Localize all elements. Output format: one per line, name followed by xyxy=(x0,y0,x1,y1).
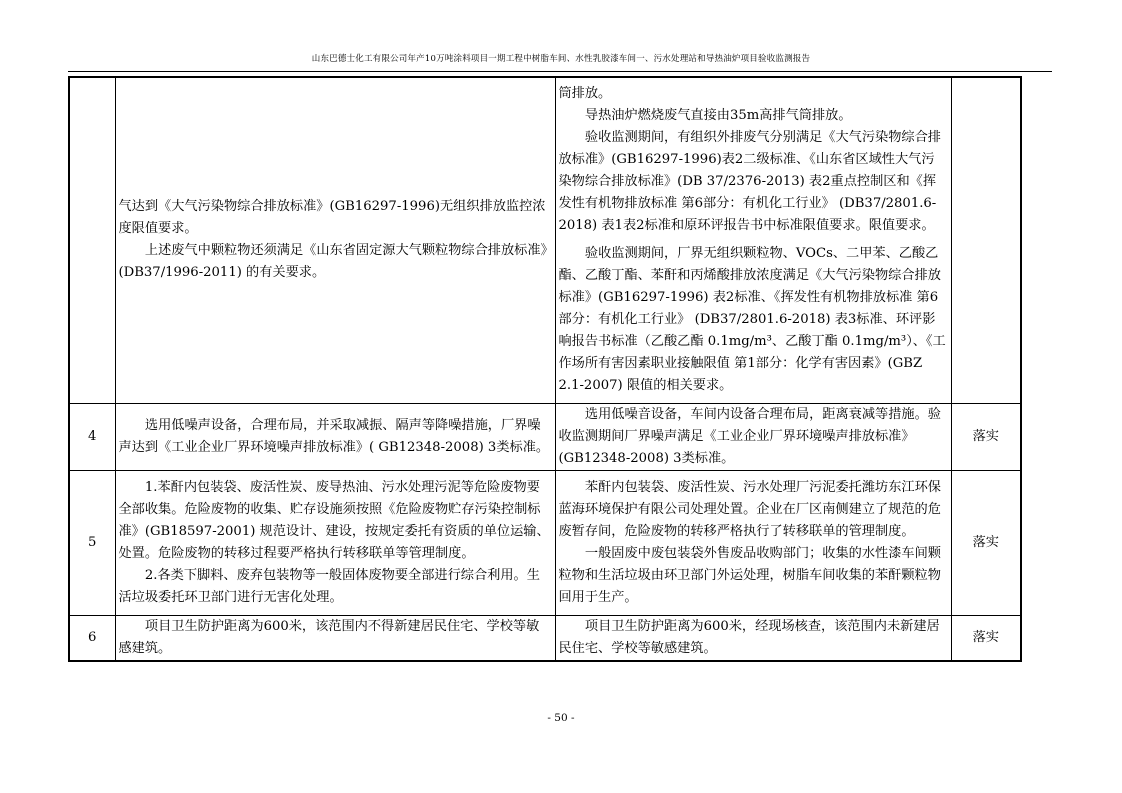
requirement-paragraph: 2.各类下脚料、废弃包装物等一般固体废物要全部进行综合利用。生活垃圾委托环卫部门进行无害化处理。 xyxy=(118,567,540,605)
table-body xyxy=(69,77,1021,661)
table-row xyxy=(69,77,1021,403)
table-row xyxy=(69,403,1021,470)
requirement-cell xyxy=(115,403,555,470)
implementation-paragraph: 验收监测期间，厂界无组织颗粒物、VOCs、二甲苯、乙酸乙酯、乙酸丁酯、苯酐和丙烯酸排放浓度满足《大气污染物综合排放标准》(GB16297-1996) 表2标准、《挥发性有机物排放标准 第6部分：有机化工行业》 (DB37/2801.6-2018) 表3标准、环评影响报告书标准（乙酸乙酯 0.1mg/m³、乙酸丁酯 0.1mg/m³）、《工作场所有害因素职业接触限值 第1部分：化学有害因素》(GBZ 2.1-2007) 限值的相关要求。 xyxy=(558,246,946,394)
requirement-paragraph: 项目卫生防护距离为600米，该范围内不得新建居民住宅、学校等敏感建筑。 xyxy=(118,618,540,656)
table-row xyxy=(69,615,1021,661)
row-number-cell: 4 xyxy=(69,403,115,470)
requirement-paragraph: 1.苯酐内包装袋、废活性炭、废导热油、污水处理污泥等危险废物要全部收集。危险废物的收集、贮存设施须按照《危险废物贮存污染控制标准》(GB18597-2001) 规范设计、建设，按规定委托有资质的单位运输、处置。危险废物的转移过程要严格执行转移联单等管理制度。 xyxy=(118,479,550,561)
implementation-cell xyxy=(555,403,951,470)
implementation-paragraph: 选用低噪音设备，车间内设备合理布局，距离衰减等措施。验收监测期间厂界噪声满足《工业企业厂界环境噪声排放标准》(GB12348-2008) 3类标准。 xyxy=(558,406,941,466)
requirement-paragraph: 气达到《大气污染物综合排放标准》(GB16297-1996)无组织排放监控浓度限值要求。 xyxy=(118,199,546,237)
status-cell: 落实 xyxy=(951,470,1021,615)
requirement-paragraph: 上述废气中颗粒物还须满足《山东省固定源大气颗粒物综合排放标准》(DB37/1996-2011) 的有关要求。 xyxy=(118,243,548,281)
implementation-paragraph: 导热油炉燃烧废气直接由35m高排气筒排放。 xyxy=(584,108,852,124)
implementation-cell xyxy=(555,615,951,661)
implementation-cell xyxy=(555,470,951,615)
implementation-paragraph: 苯酐内包装袋、废活性炭、污水处理厂污泥委托潍坊东江环保蓝海环境保护有限公司处理处置。企业在厂区南侧建立了规范的危废暂存间，危险废物的转移严格执行了转移联单的管理制度。 xyxy=(558,479,941,539)
requirement-cell xyxy=(115,470,555,615)
implementation-paragraph: 验收监测期间，有组织外排废气分别满足《大气污染物综合排放标准》(GB16297-1996)表2二级标准、《山东省区域性大气污染物综合排放标准》(DB 37/2376-2013) 表2重点控制区和《挥发性有机物排放标准 第6部分：有机化工行业》 (DB37/2801.6-2018) 表1表2标准和原环评报告书中标准限值要求。限值要求。 xyxy=(558,130,941,234)
row-number-cell: 6 xyxy=(69,615,115,661)
requirement-paragraph: 选用低噪声设备，合理布局，并采取减振、隔声等降噪措施，厂界噪声达到《工业企业厂界环境噪声排放标准》( GB12348-2008) 3类标准。 xyxy=(118,417,550,455)
status-cell xyxy=(951,77,1021,403)
header-rule xyxy=(68,71,1052,72)
status-cell: 落实 xyxy=(951,615,1021,661)
table-row xyxy=(69,470,1021,615)
implementation-cell xyxy=(555,77,951,403)
implementation-paragraph: 项目卫生防护距离为600米，经现场核查，该范围内未新建居民住宅、学校等敏感建筑。 xyxy=(558,618,940,656)
status-cell: 落实 xyxy=(951,403,1021,470)
report-header: 山东巴德士化工有限公司年产10万吨涂料项目一期工程中树脂车间、水性乳胶漆车间一、污水处理站和导热油炉项目验收监测报告 xyxy=(311,54,811,64)
row-number-cell: 5 xyxy=(69,470,115,615)
row-number-cell xyxy=(69,77,115,403)
page-number: - 50 - xyxy=(547,712,575,724)
requirement-cell xyxy=(115,77,555,403)
implementation-paragraph: 一般固废中废包装袋外售废品收购部门；收集的水性漆车间颗粒物和生活垃圾由环卫部门外运处理，树脂车间收集的苯酐颗粒物回用于生产。 xyxy=(558,545,941,605)
implementation-paragraph: 筒排放。 xyxy=(558,86,612,102)
requirement-cell xyxy=(115,615,555,661)
compliance-table xyxy=(68,76,1022,662)
